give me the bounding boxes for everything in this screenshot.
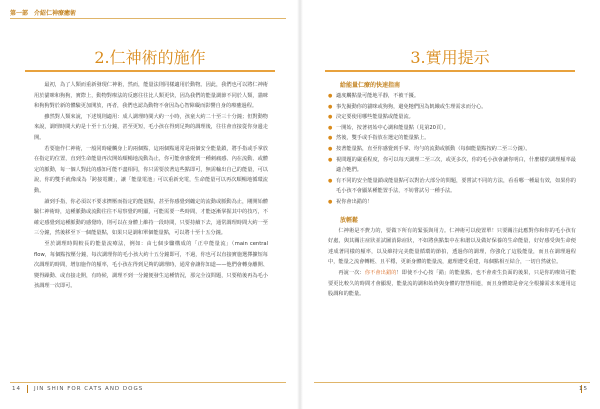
paragraph: 讀到手指，你必須以不要求擠壓而指定的能量點，甚至你感覺到纏定的流動或脈動為止，剛開始體驗仁神術時，這種脈動或流動往往不易察覺的明顯，可能需要一些時間，才能逐漸掌握其中的技巧，不確定感覺到這種脈動的感覺時，則可以在身體上維持一段時間，只要持續下去，通常調理時間大約一至三分鐘，然後移至下一個能量點，如果只是調和單個能量點，可以將十至十五分鐘。	[34, 198, 268, 237]
list-item: ● 事先擬動你的貓咪或狗狗，避免牠們因為飢餓或生理需求而分心。	[328, 102, 576, 113]
bullet-icon: ●	[328, 114, 333, 121]
list-item: ● 決定要使用哪些能量點或能量流。	[328, 112, 576, 123]
paragraph: 若要施作仁神術，一般同時碰觸身上的兩個點，這兩個點通常是兩個安全能量鎖，將手指或手掌放在指定的位置，直到生命能量再次開始順暢地流動為止，你可能會感覺到一種刺痛感、內在流動、或體定的脈動，每一個人對此的感知可能不盡相同，你只需要放著這些點即可，無需輸出自己的能量，可以說，你的雙手就像成為「跨接電纜」，讓「能量電池」可以重新充電，生命能量可以再次順暢地循環流動。	[34, 145, 268, 194]
paragraph: 仁神術是不費力的，要做下所有的緊張與用力。仁神術可以使置單！只要關注此應對你和你的毛小孩有好處，與其關注症狀並試圖消除症狀，不如將焦點集中在和諧以及做好保養的生命能量，好好感受與生命便達成著同樣的頻率，以及維持完美能量循環的節拍，透過你的調理，你強化了這股能量，而且在調理過程中，能量之流會轉輕、且平穩，更新身體的能量流，處理遭受重建，每個點相互結合，一切自然就位。	[328, 227, 576, 266]
list-item: ● 有不同的安全能量鎖或能量點可以對治大部分的問題，要嘗試不同的方法，看看哪一種最有效，如果你的毛小孩不會顯某種能置手法，不妨嘗試另一種手法。	[328, 177, 576, 195]
bullet-icon: ●	[328, 198, 333, 205]
bullet-icon: ●	[328, 145, 333, 152]
list-item: ● 一開始，按著初始中心調和能量點（見第20頁）。	[328, 123, 576, 134]
right-page	[300, 0, 600, 409]
left-body-text	[34, 80, 268, 292]
title-rule	[25, 70, 275, 72]
left-page-title: 2.仁神術的施作	[94, 48, 206, 67]
footer-divider	[27, 385, 28, 393]
footer-rule	[10, 382, 286, 383]
list-item: ● 然後，雙手或手指放在選定的能量點上。	[328, 133, 576, 144]
section-heading-quick-guide: 給能量仁療的快速指南	[340, 82, 401, 89]
section-heading-relax: 放輕鬆	[340, 216, 359, 224]
page-number: 14	[12, 386, 21, 392]
list-item: ● 適度觸點量可能地平靜，不被干擾。	[328, 91, 576, 102]
paragraph: 雖然對人類來說，下述規則適用：成人調理時間大約一小時，孩童大約二十至三十分鐘；但對動物來說，調理時間大約是十至十五分鐘，甚至更短，毛小孩在得到足夠的調理後，往往會直接從你身邊走開。	[34, 113, 268, 141]
page-number: 15	[579, 386, 588, 392]
header-rule	[10, 18, 286, 19]
right-page-title: 3.實用提示	[410, 48, 490, 67]
bullet-icon: ●	[328, 124, 333, 131]
tips-list	[328, 91, 576, 208]
footer-rule	[314, 382, 590, 383]
highlighted-phrase: 你不會出錯的	[364, 269, 397, 276]
title-rule	[325, 70, 575, 72]
list-item: ● 視問題的嚴重程度，你可以每天調理二至三次，或更多次，你的毛小孩會讓你明白，什麼樣的調理頻率最適合牠們。	[328, 156, 576, 174]
bullet-icon: ●	[328, 135, 333, 142]
paragraph: 最初，為了人類而重新發現仁神術，然而，能量法則同樣適用於動物。因此，我們也可以將仁神術用於貓咪和狗狗，實際上，動物對療法的反應往往比人類更快，因為我們的能量調節不同於人類，貓咪和狗狗對於新的體驗更加開放，再者，我們也認為動物不會因為心智障礙而影響自身的療癒過程。	[34, 82, 268, 110]
right-body-text	[328, 80, 576, 300]
running-header: 第一部 介紹仁神療癒術	[10, 10, 77, 17]
bullet-icon: ●	[328, 177, 333, 184]
bullet-icon: ●	[328, 103, 333, 110]
footer-book-title: JIN SHIN FOR CATS AND DOGS	[34, 386, 144, 392]
paragraph: 至於調理時間較長的能量流療法，例如：由七個步驟構成的「正中能量流」（main central flow，每個點按壓分鐘，每次調理你的毛小孩大約十五分鐘即可，不過，你也可以直接實施選擇擴短每次調理的時間，增加施作的頻率，毛小孩在得到足夠的調理時，通常會讓你知道——他們會轉身離開、變得躁動、或直接走開，有時候，調理不到一分鐘便發生這種情況，那完全沒問題，只要稍後再為毛小孩調理一次即可。	[34, 240, 268, 290]
list-item: ● 按著能量點，直至你感覺到手掌、均勻的流動或脈動（每個能量點按約二至三分鐘）。	[328, 144, 576, 155]
bullet-icon: ●	[328, 156, 333, 163]
paragraph-with-highlight: 再說一次：你不會出錯的！即使不小心按「錯」的能量點，也不會產生負面的後果，只是你的療效可能要更比較久的時間才會顯現，能量流的調和始終與身體的智慧相連，而且身體總是會完全根據需求來運用這股調和的能量。	[328, 269, 576, 298]
list-item: ● 祝你會出錯的！	[328, 197, 576, 208]
bullet-icon: ●	[328, 93, 333, 99]
